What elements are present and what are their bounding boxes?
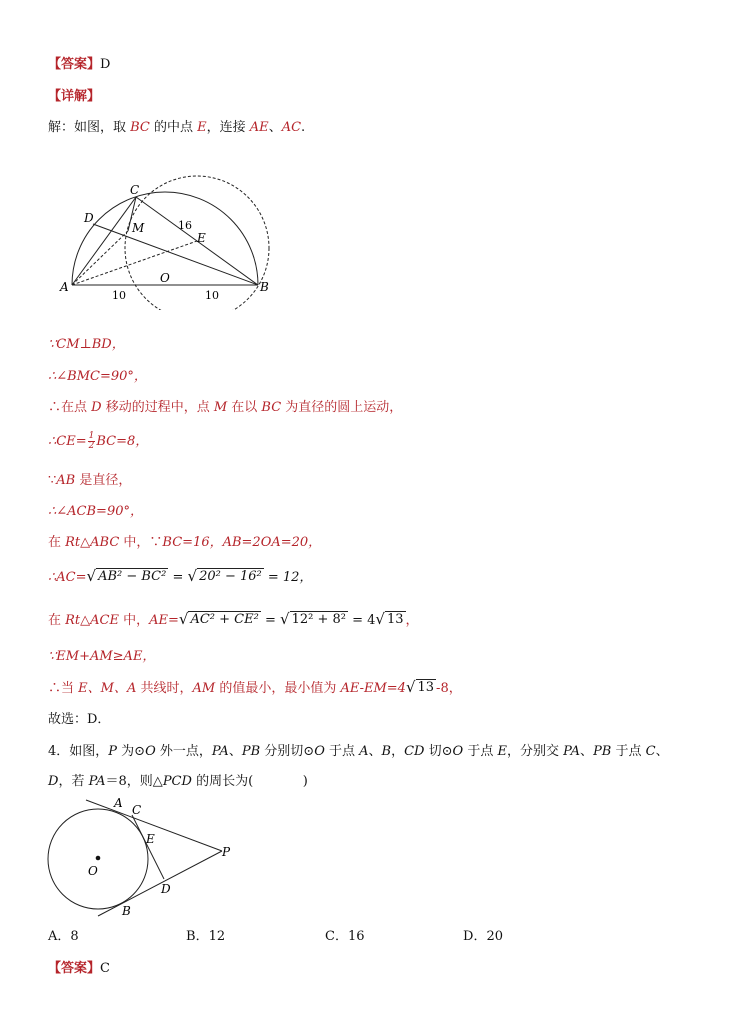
option-c[interactable]: C．16 bbox=[325, 929, 365, 944]
sqrt-20-16: √ 20² − 16² bbox=[187, 567, 262, 585]
sqrt-13-min: √ 13 bbox=[405, 678, 435, 696]
label-len-16: 16 bbox=[178, 219, 192, 232]
q4-label-e: E bbox=[146, 832, 155, 846]
label-o: O bbox=[160, 271, 170, 285]
sqrt-13: √ 13 bbox=[375, 610, 404, 628]
answer-line-2 bbox=[48, 960, 110, 978]
option-a[interactable]: A．8 bbox=[48, 929, 79, 944]
figure-tangent-circle bbox=[40, 795, 245, 920]
label-c: C bbox=[130, 183, 140, 197]
question-4-line-2: D，若 PA＝8，则△PCD 的周长为( ) bbox=[48, 774, 308, 789]
intro-line: 解：如图，取 BC 的中点 E，连接 AE、AC. bbox=[48, 120, 306, 135]
q4-label-p: P bbox=[222, 845, 231, 859]
step-7: 在 Rt△ABC 中，∵BC=16，AB=2OA=20， bbox=[48, 535, 322, 550]
label-b: B bbox=[260, 280, 269, 294]
answer-bracket-2: 【答案】 bbox=[48, 961, 101, 976]
step-12: 故选：D． bbox=[48, 712, 111, 727]
step-8: ∴AC= √ AB² − BC² = √ 20² − 16² = 12， bbox=[48, 567, 313, 585]
answer-value-2: C bbox=[100, 961, 110, 976]
step-10: ∵EM+AM≥AE， bbox=[48, 649, 156, 664]
sqrt-12-8: √ 12² + 8² bbox=[280, 610, 346, 628]
step-6: ∴∠ACB=90°， bbox=[48, 504, 143, 519]
fraction-half: $\frac{1}{2}$ bbox=[88, 431, 95, 451]
q4-label-b: B bbox=[122, 904, 131, 918]
label-a: A bbox=[60, 280, 69, 294]
step-1: ∵CM⊥BD， bbox=[48, 337, 125, 352]
label-m: M bbox=[132, 221, 145, 235]
sqrt-ac-ce: √ AC² + CE² bbox=[178, 610, 259, 628]
step-4: ∴CE= $\frac{1}{2}$ BC=8， bbox=[48, 431, 149, 451]
step-11: ∴当 E、M、A 共线时，AM 的值最小，最小值为 AE-EM=4 √ 13 -8， bbox=[48, 678, 462, 696]
step-9: 在 Rt△ACE 中，AE= √ AC² + CE² = √ 12² + 8² = 4 √ 13 ， bbox=[48, 610, 419, 628]
q4-label-o: O bbox=[88, 864, 98, 878]
step-5: ∵AB 是直径， bbox=[48, 473, 132, 488]
detail-header: 【详解】 bbox=[48, 89, 101, 104]
label-e: E bbox=[197, 231, 206, 245]
figure-semicircle bbox=[50, 160, 285, 310]
q4-label-d: D bbox=[161, 882, 171, 896]
question-4-line-1: 4．如图，P 为⊙O 外一点，PA、PB 分别切⊙O 于点 A、B，CD 切⊙O 于点 E，分别交 PA、PB 于点 C、 bbox=[48, 744, 669, 759]
answer-value: D bbox=[100, 57, 111, 72]
answer-bracket: 【答案】 bbox=[48, 57, 101, 72]
sqrt-ab-bc: √ AB² − BC² bbox=[86, 567, 167, 585]
label-len-10-right: 10 bbox=[205, 289, 219, 302]
step-2: ∴∠BMC=90°， bbox=[48, 369, 147, 384]
q4-label-a: A bbox=[114, 796, 123, 810]
option-d[interactable]: D．20 bbox=[463, 929, 503, 944]
q4-label-c: C bbox=[132, 803, 142, 817]
label-len-10-left: 10 bbox=[112, 289, 126, 302]
step-3: ∴在点 D 移动的过程中，点 M 在以 BC 为直径的圆上运动， bbox=[48, 400, 403, 415]
option-b[interactable]: B．12 bbox=[186, 929, 226, 944]
label-d: D bbox=[84, 211, 94, 225]
answer-line-1 bbox=[48, 56, 110, 74]
